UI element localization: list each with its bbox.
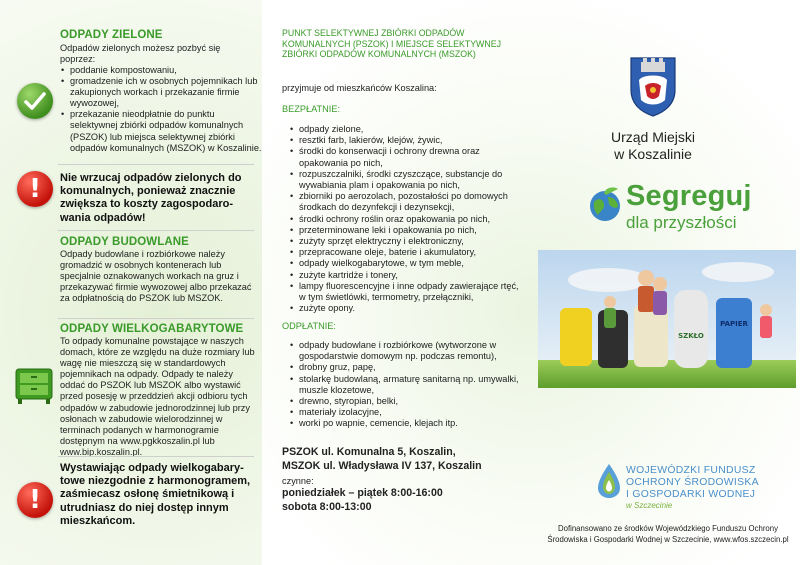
paid-label: ODPŁATNIE:: [282, 321, 336, 331]
green-waste-title: ODPADY ZIELONE: [60, 29, 163, 41]
open-label: czynne:: [282, 476, 314, 486]
fund-city: w Szczecinie: [626, 501, 673, 510]
bulky-waste-title: ODPADY WIELKOGABARYTOWE: [60, 323, 244, 335]
water-drop-logo: [596, 462, 622, 500]
divider: [58, 230, 254, 231]
green-waste-list: [60, 65, 262, 154]
office-city: w Koszalinie: [614, 146, 692, 162]
right-panel: [534, 0, 800, 565]
list-item: • rozpuszczalniki, środki czyszczące, substancje do wywabiania plam i opakowania po nich,: [299, 169, 521, 191]
list-item: • gromadzenie ich w osobnych pojemnikach lub zakupionych workach i przekazanie firmie wywozowej,: [70, 76, 262, 109]
exclamation-icon: !: [17, 482, 53, 518]
leaf-check-icon: [17, 83, 53, 119]
recycling-illustration: [538, 250, 796, 388]
list-item: • poddanie kompostowaniu,: [70, 65, 262, 76]
divider: [58, 456, 254, 457]
list-item: • lampy fluorescencyjne i inne odpady zawierające rtęć, w tym świetlówki, termometry, przełączniki,: [299, 281, 521, 303]
list-item: • środki ochrony roślin oraz opakowania po nich,: [299, 214, 521, 225]
list-item: • zużyte opony.: [299, 303, 521, 314]
slogan-subtitle: dla przyszłości: [626, 213, 737, 232]
bin-label-glass: SZKŁO: [678, 332, 704, 340]
list-item: • przepracowane oleje, baterie i akumulatory,: [299, 247, 521, 258]
list-item: • zużyty sprzęt elektryczny i elektroniczny,: [299, 236, 521, 247]
globe-leaf-icon: [586, 185, 624, 223]
list-item: • resztki farb, lakierów, klejów, żywic,: [299, 135, 521, 146]
green-waste-intro: Odpadów zielonych możesz pozbyć się poprzez:: [60, 43, 221, 65]
mszok-address: MSZOK ul. Władysława IV 137, Koszalin: [282, 460, 482, 472]
construction-waste-text: Odpady budowlane i rozbiórkowe należy gromadzić w osobnych kontenerach lub specjalnie oznakowanych workach na gruz i przekazywać firmie wywozowej albo przekazać za odpłatnością do PSZOK lub MSZOK.: [60, 249, 252, 304]
list-item: • odpady wielkogabarytowe, w tym meble,: [299, 258, 521, 269]
coat-of-arms-logo: [629, 56, 677, 118]
list-item: • odpady zielone,: [299, 124, 521, 135]
list-item: • zużyte kartridże i tonery,: [299, 270, 521, 281]
list-item: • materiały izolacyjne,: [299, 407, 521, 418]
weekday-hours: poniedziałek – piątek 8:00-16:00: [282, 487, 443, 499]
middle-panel: [262, 0, 534, 565]
slogan-title: Segreguj: [626, 180, 752, 212]
exclamation-icon: !: [17, 171, 53, 207]
saturday-hours: sobota 8:00-13:00: [282, 501, 372, 513]
fund-name-line-1: WOJEWÓDZKI FUNDUSZ: [626, 465, 756, 476]
list-item: • zbiorniki po aerozolach, pozostałości po domowych środkach do dezynfekcji i dezynsekcji,: [299, 191, 521, 213]
office-name: Urząd Miejski: [610, 129, 695, 145]
paid-items-list: [289, 340, 521, 430]
free-label: BEZPŁATNIE:: [282, 104, 341, 114]
list-item: • odpady budowlane i rozbiórkowe (wytworzone w gospodarstwie domowym np. podczas remontu),: [299, 340, 521, 362]
pszok-heading: PUNKT SELEKTYWNEJ ZBIÓRKI ODPADÓW KOMUNALNYCH (PSZOK) I MIEJSCE SELEKTYWNEJ ZBIÓRKI ODPADÓW KOMUNALNYCH (MSZOK): [282, 28, 501, 60]
furniture-icon: [14, 366, 54, 406]
cofinance-line-1: Dofinansowano ze środków Wojewódzkiego Funduszu Ochrony: [557, 524, 779, 533]
pszok-accepts: przyjmuje od mieszkańców Koszalina:: [282, 83, 437, 93]
construction-waste-title: ODPADY BUDOWLANE: [60, 236, 189, 248]
bulky-waste-text: To odpady komunalne powstające w naszych domach, które ze względu na duże rozmiary lub wagę nie mieszczą się w standardowych pojemnikach na odpady. Odpady te należy oddać do PSZOK lub MSZOK albo wystawić przed posesję w przeddzień akcji odbioru tych odpadów w zabudowie jednorodzinnej lub przy osłonach w zabudowie wielorodzinnej w terminach podanych w harmonogramie dostępnym na www.pgkkoszalin.pl lub www.bip.koszalin.pl.: [60, 336, 255, 457]
list-item: • drewno, styropian, belki,: [299, 396, 521, 407]
list-item: • przeterminowane leki i opakowania po nich,: [299, 225, 521, 236]
list-item: • worki po wapnie, cemencie, klejach itp.: [299, 418, 521, 429]
left-panel: [0, 0, 262, 565]
fund-name-line-3: I GOSPODARKI WODNEJ: [626, 489, 756, 500]
list-item: • środki do konserwacji i ochrony drewna oraz opakowania po nich,: [299, 146, 521, 168]
divider: [58, 318, 254, 319]
divider: [58, 164, 254, 165]
list-item: • przekazanie nieodpłatnie do punktu selektywnej zbiórki odpadów komunalnych (PSZOK) lub miejsca selektywnej zbiórki odpadów komunalnych (MSZOK) w Koszalinie.: [70, 109, 262, 153]
bulky-waste-warning: Wystawiając odpady wielkogabary-towe niezgodnie z harmonogramem, zaśmiecasz osłonę śmietnikową i utrudniasz do niej dostęp innym mieszkańcom.: [60, 462, 251, 527]
pszok-address: PSZOK ul. Komunalna 5, Koszalin,: [282, 446, 456, 458]
bin-label-paper: PAPIER: [720, 320, 748, 328]
green-waste-warning: Nie wrzucaj odpadów zielonych do komunalnych, ponieważ znacznie zwiększa to koszty zagospodaro-wania odpadów!: [60, 172, 242, 224]
cofinance-line-2: Środowiska i Gospodarki Wodnej w Szczecinie, www.wfos.szczecin.pl: [547, 535, 789, 544]
free-items-list: [289, 124, 521, 314]
list-item: • drobny gruz, papę,: [299, 362, 521, 373]
list-item: • stolarkę budowlaną, armaturę sanitarną np. umywalki, muszle klozetowe,: [299, 374, 521, 396]
fund-name-line-2: OCHRONY ŚRODOWISKA: [626, 477, 759, 488]
